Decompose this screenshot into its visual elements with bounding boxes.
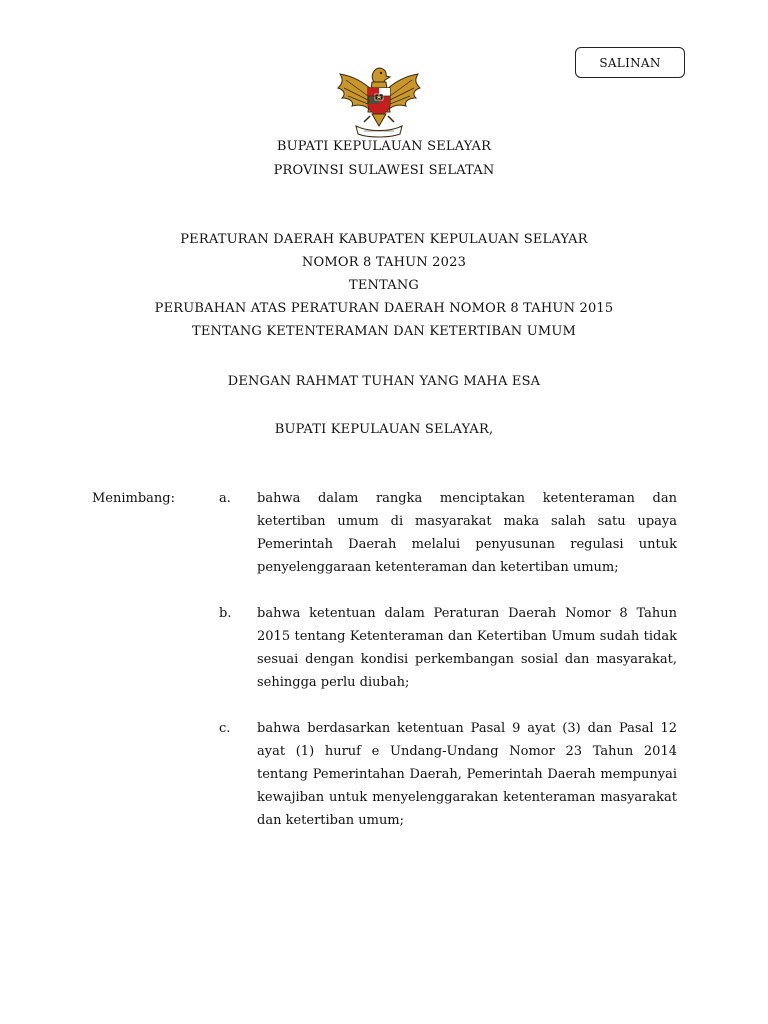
regulation-subject-1: PERUBAHAN ATAS PERATURAN DAERAH NOMOR 8 TAHUN 2015 (154, 301, 614, 316)
official-title: BUPATI KEPULAUAN SELAYAR, (274, 422, 494, 437)
blessing-line: DENGAN RAHMAT TUHAN YANG MAHA ESA (227, 374, 541, 389)
issuer-title: BUPATI KEPULAUAN SELAYAR (276, 139, 492, 154)
issuer-province: PROVINSI SULAWESI SELATAN (273, 163, 495, 178)
salinan-stamp: SALINAN (575, 47, 685, 78)
regulation-subject-2: TENTANG KETENTERAMAN DAN KETERTIBAN UMUM (191, 324, 577, 339)
item-text: bahwa berdasarkan ketentuan Pasal 9 ayat (3) dan Pasal 12 ayat (1) huruf e Undang-Undang Nomor 23 Tahun 2014 tentang Pemerintahan Daerah, Pemerintah Daerah mempunyai kewajiban untuk menyelenggarakan ketenteraman masyarakat dan ketertiban umum; (257, 721, 677, 828)
item-text: bahwa ketentuan dalam Peraturan Daerah Nomor 8 Tahun 2015 tentang Ketenteraman dan Ketertiban Umum sudah tidak sesuai dengan kondisi perkembangan sosial dan masyarakat, sehingga perlu diubah; (257, 606, 677, 690)
item-letter: a. (219, 491, 231, 506)
regulation-about: TENTANG (348, 278, 420, 293)
considering-label: Menimbang: (92, 491, 176, 506)
item-text: bahwa dalam rangka menciptakan ketenteraman dan ketertiban umum di masyarakat maka salah satu upaya Pemerintah Daerah melalui penyusunan regulasi untuk penyelenggaraan ketenteraman dan ketertiban umum; (257, 491, 677, 575)
regulation-title: PERATURAN DAERAH KABUPATEN KEPULAUAN SELAYAR (180, 232, 588, 247)
regulation-number: NOMOR 8 TAHUN 2023 (301, 255, 467, 270)
item-letter: b. (219, 606, 232, 621)
item-letter: c. (219, 721, 231, 736)
garuda-emblem-icon (334, 62, 424, 140)
